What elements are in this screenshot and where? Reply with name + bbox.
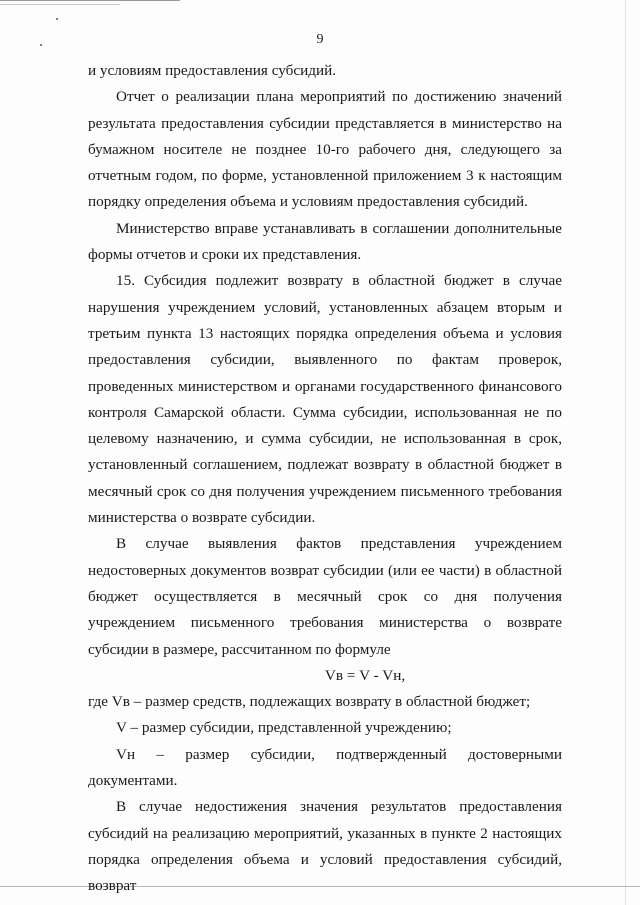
paragraph: Vн – размер субсидии, подтвержденный достоверными документами. [88,745,562,790]
paragraph: и условиям предоставления субсидий. [88,62,337,79]
paragraph: В случае выявления фактов представления учреждением недостоверных документов возврат субсидии (или ее части) в областной бюджет осуществляется в месячный срок со дня получения учреждением письменного требования министерства о возврате субсидии в размере, рассчитанном по формуле [88,535,562,658]
scan-edge-line [0,4,120,5]
paragraph: где Vв – размер средств, подлежащих возврату в областной бюджет; [88,693,531,711]
page-number: 9 [316,32,324,47]
scan-edge-line [0,0,180,1]
paragraph: V – размер субсидии, представленной учреждению; [116,719,452,737]
scan-edge-line [625,0,626,905]
paragraph: Отчет о реализации плана мероприятий по достижению значений результата предоставления субсидии представляется в министерство на бумажном носителе не позднее 10-го рабочего дня, следующего за отчетным годом, по форме, установленной приложением 3 к настоящим порядку определения объема и условиям предоставления субсидий. [88,88,562,211]
scan-speck [56,18,58,20]
formula: Vв = V - Vн, [324,666,406,684]
paragraph: В случае недостижения значения результатов предоставления субсидий на реализацию мероприятий, указанных в пункте 2 настоящих порядка определения объема и условий предоставления субсидий, возврат [88,798,562,895]
paragraph: Министерство вправе устанавливать в соглашении дополнительные формы отчетов и сроки их представления. [88,219,562,264]
paragraph: 15. Субсидия подлежит возврату в областной бюджет в случае нарушения учреждением условий, установленных абзацем вторым и третьим пункта 13 настоящих порядка определения объема и условия предоставления субсидии, выявленного по фактам проверок, проведенных министерством и органами государственного финансового контроля Самарской области. Сумма субсидии, использованная не по целевому назначению, и сумма субсидии, не использованная в срок, установленный соглашением, подлежат возврату в областной бюджет в месячный срок со дня получения учреждением письменного требования министерства о возврате субсидии. [88,272,562,527]
document-body [88,58,562,900]
